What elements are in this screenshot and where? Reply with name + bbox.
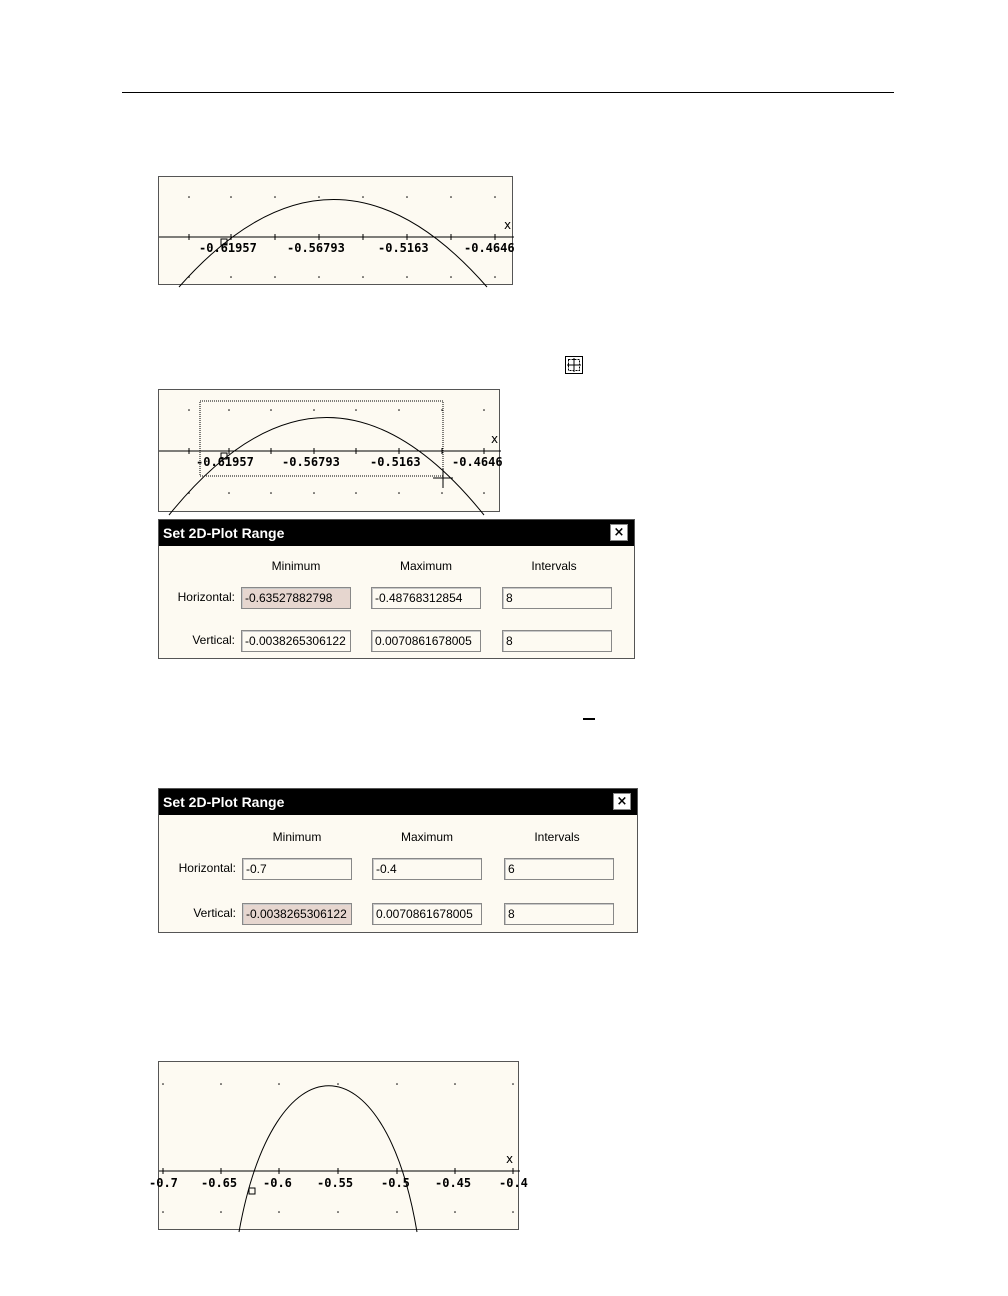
column-maximum: Maximum [400, 830, 453, 844]
x-tick-label: -0.5163 [378, 241, 429, 255]
close-button[interactable]: × [613, 793, 631, 810]
vertical-max-input[interactable]: 0.0070861678005 [372, 903, 482, 925]
zoom-box-icon[interactable] [565, 356, 583, 374]
row-vertical-label: Vertical: [192, 633, 235, 647]
horizontal-max-input[interactable]: -0.48768312854 [371, 587, 481, 609]
plot-new-range[interactable] [149, 1061, 528, 1230]
horizontal-min-input[interactable]: -0.7 [242, 858, 352, 880]
x-tick-label: -0.56793 [287, 241, 345, 255]
root-marker [249, 1188, 255, 1194]
horizontal-intervals-input[interactable]: 6 [504, 858, 614, 880]
dialog-title: Set 2D-Plot Range [159, 789, 637, 815]
plot-zoom-canvas [159, 390, 501, 513]
x-tick-label: -0.6 [263, 1176, 292, 1190]
x-tick-label: -0.4 [499, 1176, 528, 1190]
function-curve [239, 1086, 417, 1232]
horizontal-min-input[interactable]: -0.63527882798 [241, 587, 351, 609]
column-minimum: Minimum [271, 559, 321, 573]
dialog-title: Set 2D-Plot Range [159, 520, 634, 546]
x-tick-label: -0.4646 [464, 241, 515, 255]
x-tick-label: -0.5163 [370, 455, 421, 469]
row-horizontal-label: Horizontal: [178, 861, 236, 875]
x-tick-label: -0.55 [317, 1176, 354, 1190]
x-axis-label: x [491, 432, 499, 446]
x-tick-label: -0.5 [381, 1176, 410, 1190]
column-maximum: Maximum [399, 559, 452, 573]
set-2d-plot-range-dialog-edited [158, 788, 638, 933]
vertical-intervals-input[interactable]: 8 [504, 903, 614, 925]
column-intervals: Intervals [531, 559, 577, 573]
plot-initial-canvas [159, 177, 514, 286]
crosshair-cursor [433, 468, 453, 488]
x-tick-label: -0.7 [149, 1176, 178, 1190]
vertical-intervals-input[interactable]: 8 [502, 630, 612, 652]
x-tick-label: -0.56793 [282, 455, 340, 469]
plot-initial[interactable] [158, 176, 513, 285]
x-tick-label: -0.61957 [199, 241, 257, 255]
close-button[interactable]: × [610, 524, 628, 541]
column-minimum: Minimum [272, 830, 322, 844]
horizontal-max-input[interactable]: -0.4 [372, 858, 482, 880]
row-horizontal-label: Horizontal: [177, 590, 235, 604]
horizontal-intervals-input[interactable]: 8 [502, 587, 612, 609]
column-intervals: Intervals [534, 830, 580, 844]
plot-new-range-canvas [149, 1062, 528, 1231]
x-axis-label: x [506, 1152, 514, 1166]
row-vertical-label: Vertical: [193, 906, 236, 920]
vertical-max-input[interactable]: 0.0070861678005 [371, 630, 481, 652]
x-tick-label: -0.4646 [452, 455, 503, 469]
x-axis-label: x [504, 218, 512, 232]
plot-zoom-selection[interactable] [158, 389, 503, 512]
page-header-rule [122, 92, 894, 93]
minus-icon [583, 718, 595, 720]
x-tick-label: -0.45 [435, 1176, 472, 1190]
vertical-min-input[interactable]: -0.0038265306122 [242, 903, 352, 925]
x-tick-label: -0.65 [201, 1176, 238, 1190]
vertical-min-input[interactable]: -0.0038265306122 [241, 630, 351, 652]
set-2d-plot-range-dialog [158, 519, 635, 659]
x-tick-label: -0.61957 [196, 455, 254, 469]
